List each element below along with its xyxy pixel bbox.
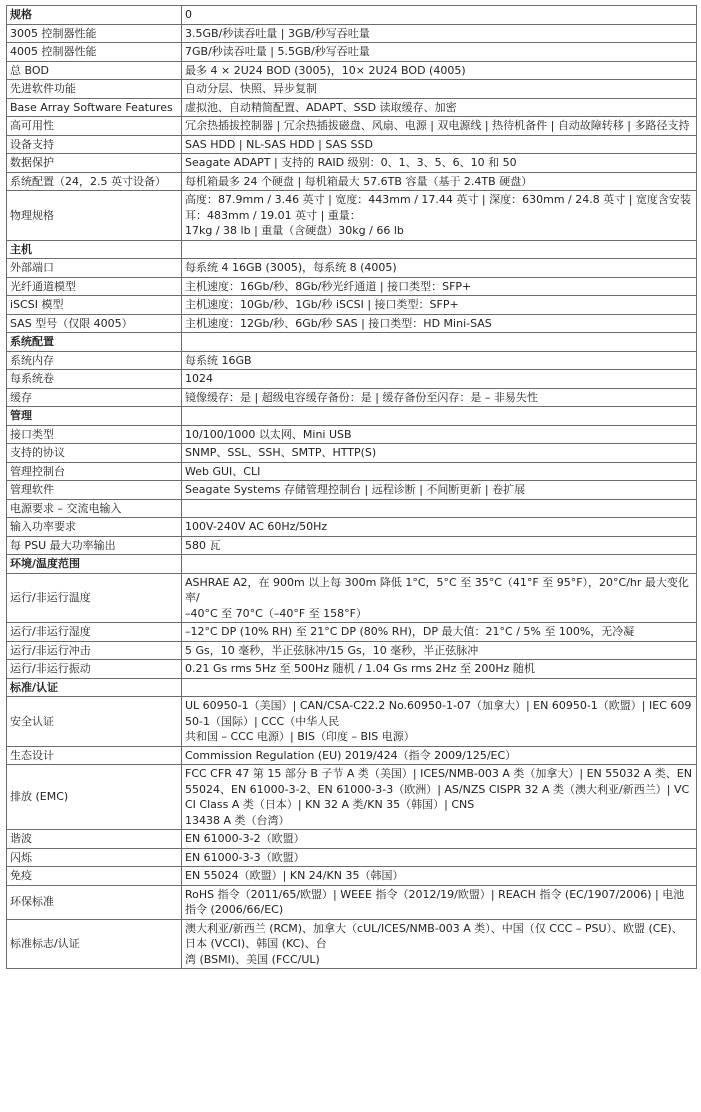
spec-label: 高可用性	[7, 117, 182, 136]
spec-value: 580 瓦	[182, 536, 697, 555]
spec-value	[182, 499, 697, 518]
section-title: 主机	[7, 240, 182, 259]
spec-label: 电源要求 – 交流电输入	[7, 499, 182, 518]
spec-row	[7, 135, 697, 154]
spec-value: EN 55024（欧盟）| KN 24/KN 35（韩国）	[182, 867, 697, 886]
spec-value: UL 60950-1（美国）| CAN/CSA-C22.2 No.60950-1-07（加拿大）| EN 60950-1（欧盟）| IEC 60950-1（国际）| CCC（中华人民 共和国 – CCC 电源）| BIS（印度 – BIS 电源）	[182, 697, 697, 747]
spec-value: 3.5GB/秒读吞吐量 | 3GB/秒写吞吐量	[182, 24, 697, 43]
spec-label: 先进软件功能	[7, 80, 182, 99]
section-title: 系统配置	[7, 333, 182, 352]
spec-label: 运行/非运行冲击	[7, 641, 182, 660]
spec-value: 每机箱最多 24 个硬盘 | 每机箱最大 57.6TB 容量（基于 2.4TB 硬盘）	[182, 172, 697, 191]
spec-label: 每 PSU 最大功率输出	[7, 536, 182, 555]
spec-row	[7, 314, 697, 333]
spec-label: 管理软件	[7, 481, 182, 500]
spec-row	[7, 765, 697, 830]
spec-label: 总 BOD	[7, 61, 182, 80]
spec-row	[7, 259, 697, 278]
spec-value: Seagate Systems 存储管理控制台 | 远程诊断 | 不间断更新 | 卷扩展	[182, 481, 697, 500]
spec-row	[7, 388, 697, 407]
section-header-row	[7, 407, 697, 426]
spec-label: 每系统卷	[7, 370, 182, 389]
spec-row	[7, 660, 697, 679]
spec-row	[7, 919, 697, 969]
spec-value: SAS HDD | NL-SAS HDD | SAS SSD	[182, 135, 697, 154]
spec-value: –12°C DP (10% RH) 至 21°C DP (80% RH)，DP 最大值：21°C / 5% 至 100%，无冷凝	[182, 623, 697, 642]
spec-label: 支持的协议	[7, 444, 182, 463]
spec-label: 运行/非运行温度	[7, 573, 182, 623]
section-header-row	[7, 240, 697, 259]
spec-value: 澳大利亚/新西兰 (RCM)、加拿大（cUL/ICES/NMB-003 A 类）、中国（仅 CCC – PSU）、欧盟 (CE)、日本 (VCCI)、韩国 (KC)、台 湾 (BSMI)、美国 (FCC/UL)	[182, 919, 697, 969]
spec-label: 设备支持	[7, 135, 182, 154]
section-header-row	[7, 6, 697, 25]
spec-value	[182, 555, 697, 574]
spec-row	[7, 98, 697, 117]
section-title: 标准/认证	[7, 678, 182, 697]
spec-row	[7, 24, 697, 43]
spec-row	[7, 623, 697, 642]
spec-label: 免疫	[7, 867, 182, 886]
spec-row	[7, 830, 697, 849]
spec-value: Web GUI、CLI	[182, 462, 697, 481]
spec-row	[7, 848, 697, 867]
spec-row	[7, 172, 697, 191]
spec-value: 每系统 16GB	[182, 351, 697, 370]
spec-row	[7, 697, 697, 747]
spec-value	[182, 333, 697, 352]
spec-row	[7, 43, 697, 62]
spec-value	[182, 407, 697, 426]
spec-row	[7, 80, 697, 99]
spec-row	[7, 481, 697, 500]
spec-row	[7, 154, 697, 173]
spec-label: SAS 型号（仅限 4005）	[7, 314, 182, 333]
spec-table	[6, 5, 697, 969]
spec-value: 虚拟池、自动精简配置、ADAPT、SSD 读取缓存、加密	[182, 98, 697, 117]
spec-value: 镜像缓存：是 | 超级电容缓存备份：是 | 缓存备份至闪存：是 – 非易失性	[182, 388, 697, 407]
spec-value	[182, 240, 697, 259]
spec-value	[182, 678, 697, 697]
section-title: 规格	[7, 6, 182, 25]
spec-label: 标准标志/认证	[7, 919, 182, 969]
spec-label: 接口类型	[7, 425, 182, 444]
spec-label: Base Array Software Features	[7, 98, 182, 117]
spec-row	[7, 370, 697, 389]
spec-value: 主机速度：16Gb/秒、8Gb/秒光纤通道 | 接口类型：SFP+	[182, 277, 697, 296]
spec-label: 谐波	[7, 830, 182, 849]
spec-value: 100V-240V AC 60Hz/50Hz	[182, 518, 697, 537]
spec-row	[7, 462, 697, 481]
spec-row	[7, 536, 697, 555]
spec-label: 数据保护	[7, 154, 182, 173]
spec-value: 主机速度：10Gb/秒、1Gb/秒 iSCSI | 接口类型：SFP+	[182, 296, 697, 315]
spec-value: Commission Regulation (EU) 2019/424（指令 2009/125/EC）	[182, 746, 697, 765]
spec-value: FCC CFR 47 第 15 部分 B 子节 A 类（美国）| ICES/NMB-003 A 类（加拿大）| EN 55032 A 类、EN 55024、EN 61000-3-2、EN 61000-3-3（欧洲）| AS/NZS CISPR 32 A 类（澳大利亚/新西兰）| VCCI Class A 类（日本）| KN 32 A 类/KN 35（韩国）| CNS 13438 A 类（台湾）	[182, 765, 697, 830]
spec-label: 运行/非运行湿度	[7, 623, 182, 642]
spec-row	[7, 444, 697, 463]
spec-label: 4005 控制器性能	[7, 43, 182, 62]
spec-label: 缓存	[7, 388, 182, 407]
spec-value: 1024	[182, 370, 697, 389]
spec-label: 闪烁	[7, 848, 182, 867]
spec-value: 每系统 4 16GB (3005)，每系统 8 (4005)	[182, 259, 697, 278]
section-header-row	[7, 555, 697, 574]
section-header-row	[7, 678, 697, 697]
spec-value: 5 Gs，10 毫秒，半正弦脉冲/15 Gs，10 毫秒，半正弦脉冲	[182, 641, 697, 660]
spec-label: 外部端口	[7, 259, 182, 278]
spec-value: 自动分层、快照、异步复制	[182, 80, 697, 99]
spec-label: 系统配置（24，2.5 英寸设备）	[7, 172, 182, 191]
spec-row	[7, 641, 697, 660]
spec-label: 环保标准	[7, 885, 182, 919]
spec-label: 管理控制台	[7, 462, 182, 481]
spec-row	[7, 117, 697, 136]
spec-value: 0	[182, 6, 697, 25]
spec-row	[7, 351, 697, 370]
spec-row	[7, 746, 697, 765]
spec-value: SNMP、SSL、SSH、SMTP、HTTP(S)	[182, 444, 697, 463]
spec-value: 0.21 Gs rms 5Hz 至 500Hz 随机 / 1.04 Gs rms 2Hz 至 200Hz 随机	[182, 660, 697, 679]
spec-row	[7, 425, 697, 444]
spec-value: 高度：87.9mm / 3.46 英寸 | 宽度：443mm / 17.44 英寸 | 深度：630mm / 24.8 英寸 | 宽度含安装耳：483mm / 19.01 英寸 | 重量： 17kg / 38 lb | 重量（含硬盘）30kg / 66 lb	[182, 191, 697, 241]
section-title: 管理	[7, 407, 182, 426]
spec-value: 最多 4 × 2U24 BOD (3005)，10× 2U24 BOD (4005)	[182, 61, 697, 80]
spec-label: 3005 控制器性能	[7, 24, 182, 43]
spec-row	[7, 61, 697, 80]
spec-row	[7, 573, 697, 623]
spec-row	[7, 518, 697, 537]
spec-label: 物理规格	[7, 191, 182, 241]
spec-label: 生态设计	[7, 746, 182, 765]
spec-row	[7, 277, 697, 296]
spec-value: 7GB/秒读吞吐量 | 5.5GB/秒写吞吐量	[182, 43, 697, 62]
spec-label: 输入功率要求	[7, 518, 182, 537]
spec-value: Seagate ADAPT | 支持的 RAID 级别：0、1、3、5、6、10 和 50	[182, 154, 697, 173]
spec-value: 主机速度：12Gb/秒、6Gb/秒 SAS | 接口类型：HD Mini-SAS	[182, 314, 697, 333]
spec-value: 冗余热插拔控制器 | 冗余热插拔磁盘、风扇、电源 | 双电源线 | 热待机备件 | 自动故障转移 | 多路径支持	[182, 117, 697, 136]
spec-value: 10/100/1000 以太网、Mini USB	[182, 425, 697, 444]
spec-label: 安全认证	[7, 697, 182, 747]
spec-table-body	[7, 6, 697, 969]
spec-row	[7, 885, 697, 919]
spec-row	[7, 296, 697, 315]
spec-value: RoHS 指令（2011/65/欧盟）| WEEE 指令（2012/19/欧盟）| REACH 指令 (EC/1907/2006) | 电池指令 (2006/66/EC)	[182, 885, 697, 919]
spec-label: 运行/非运行振动	[7, 660, 182, 679]
spec-label: iSCSI 模型	[7, 296, 182, 315]
spec-label: 光纤通道模型	[7, 277, 182, 296]
spec-row	[7, 191, 697, 241]
spec-row	[7, 867, 697, 886]
section-header-row	[7, 333, 697, 352]
spec-label: 排放 (EMC)	[7, 765, 182, 830]
spec-label: 系统内存	[7, 351, 182, 370]
spec-value: EN 61000-3-2（欧盟）	[182, 830, 697, 849]
spec-row	[7, 499, 697, 518]
section-title: 环境/温度范围	[7, 555, 182, 574]
spec-value: ASHRAE A2，在 900m 以上每 300m 降低 1°C，5°C 至 35°C（41°F 至 95°F），20°C/hr 最大变化率/ –40°C 至 70°C（–40°F 至 158°F）	[182, 573, 697, 623]
spec-value: EN 61000-3-3（欧盟）	[182, 848, 697, 867]
